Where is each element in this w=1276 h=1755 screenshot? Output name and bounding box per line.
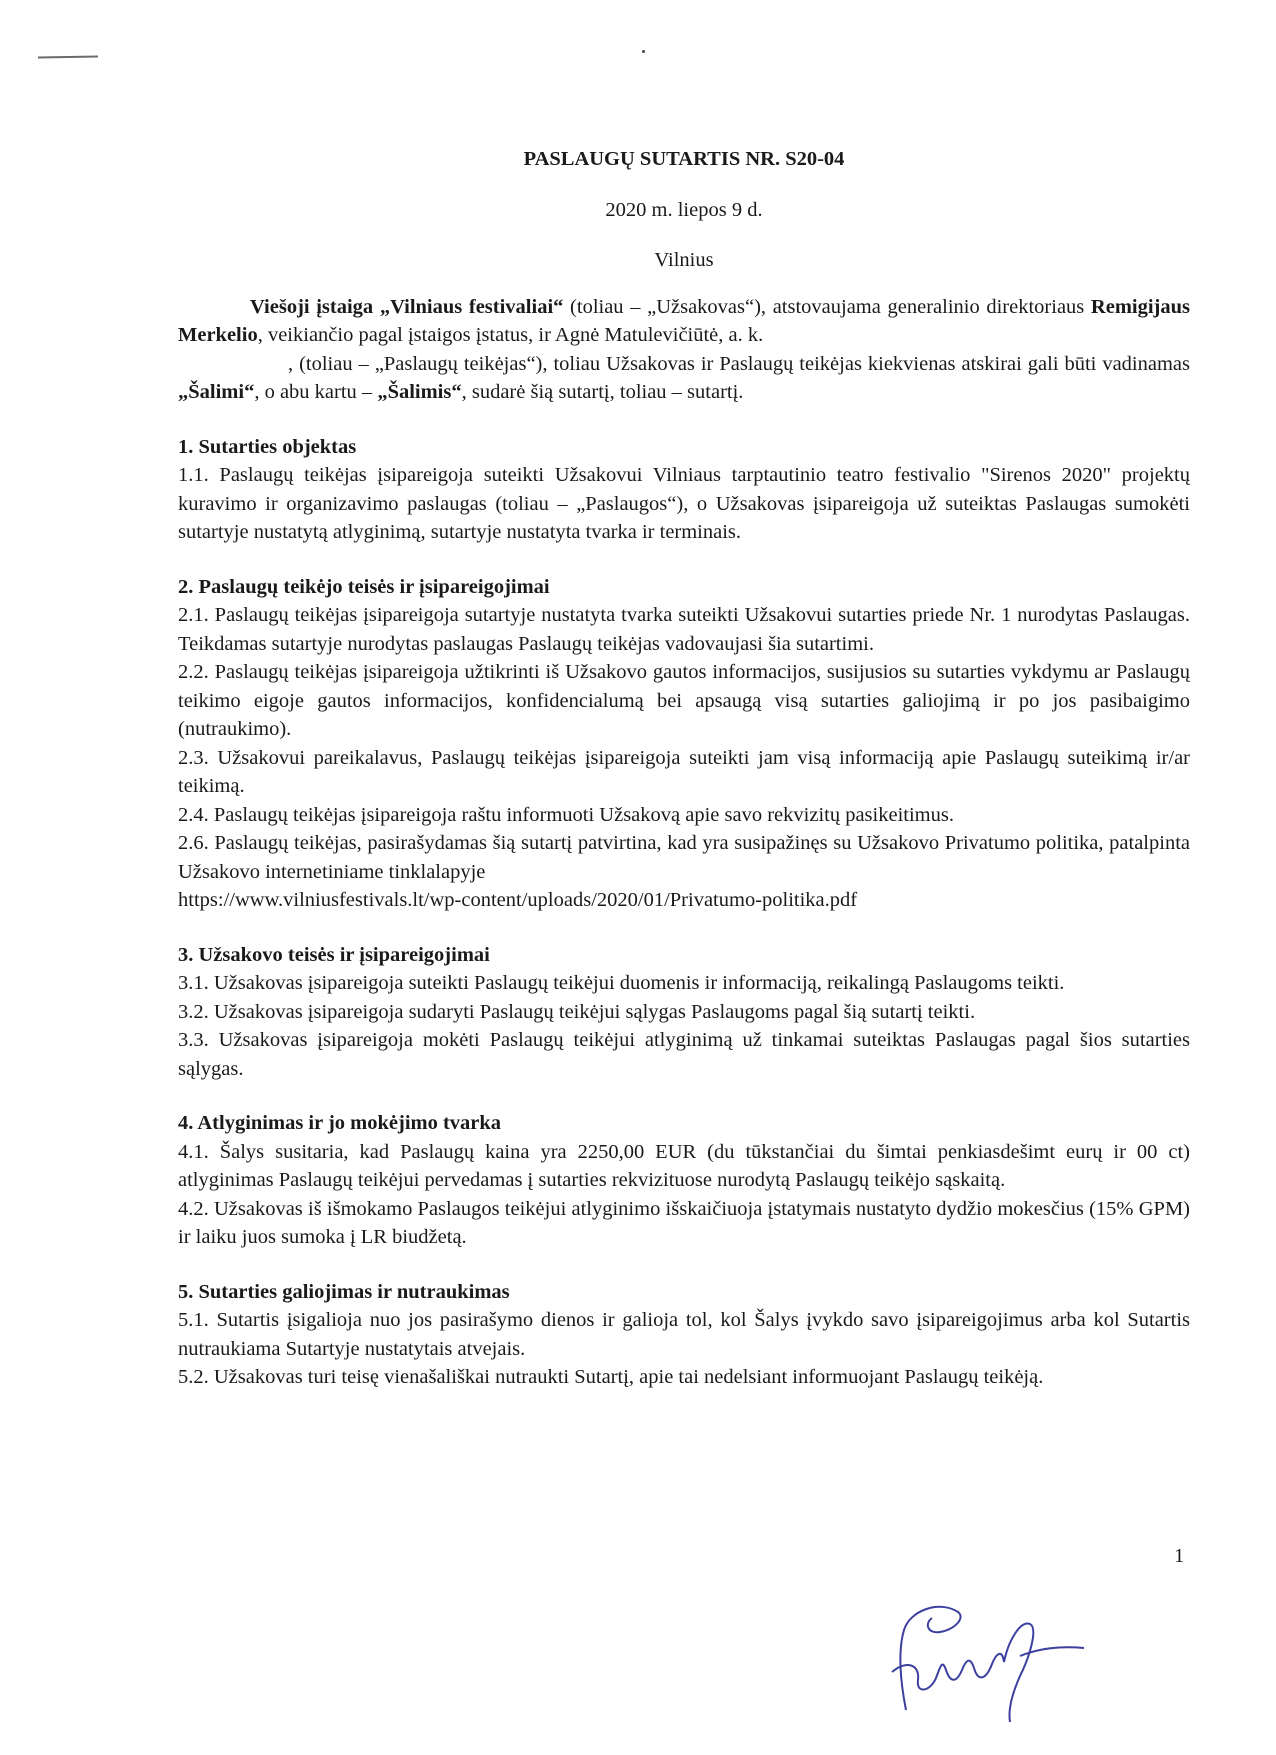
- document-date: 2020 m. liepos 9 d.: [605, 198, 763, 221]
- section-4: [178, 1109, 1190, 1252]
- contract-document: [178, 145, 1190, 1392]
- document-city: Vilnius: [654, 249, 714, 271]
- intro-text-3: , veikiančio pagal įstaigos įstatus, ir Agnė Matulevičiūtė, a. k.: [257, 324, 764, 346]
- term-salimis: „Šalimis“: [377, 381, 462, 403]
- term-salimi: „Šalimi“: [178, 381, 255, 403]
- clause-3-2: 3.2. Užsakovas įsipareigoja sudaryti Paslaugų teikėjui sąlygas Paslaugoms pagal šią sutartį teikti.: [178, 1000, 976, 1023]
- clause-2-1: 2.1. Paslaugų teikėjas įsipareigoja sutartyje nustatyta tvarka suteikti Užsakovui sutarties priede Nr. 1 nurodytas Paslaugas. Teikdamas sutartyje nurodytas paslaugas Paslaugų teikėjas vadovaujasi šia sutartimi.: [178, 604, 1190, 655]
- clause-5-1: 5.1. Sutartis įsigalioja nuo jos pasirašymo dienos ir galioja tol, kol Šalys įvykdo savo įsipareigojimus arba kol Sutartis nutraukiama Sutartyje nustatytais atvejais.: [178, 1309, 1190, 1360]
- section-title: 3. Užsakovo teisės ir įsipareigojimai: [178, 943, 490, 966]
- section-title: 4. Atlyginimas ir jo mokėjimo tvarka: [178, 1112, 502, 1134]
- section-title: 1. Sutarties objektas: [178, 435, 357, 458]
- section-5: [178, 1278, 1190, 1392]
- clause-3-3: 3.3. Užsakovas įsipareigoja mokėti Paslaugų teikėjui atlyginimą už tinkamai suteiktas Paslaugas pagal šios sutarties sąlygas.: [178, 1029, 1190, 1080]
- clause-2-4: 2.4. Paslaugų teikėjas įsipareigoja raštu informuoti Užsakovą apie savo rekvizitų pasikeitimus.: [178, 803, 954, 826]
- clause-2-2: 2.2. Paslaugų teikėjas įsipareigoja užtikrinti iš Užsakovo gautos informacijos, susijusios su sutarties vykdymu ar Paslaugų teikimo eigoje gautos informacijos, konfidencialumą bei apsaugą visą sutarties galiojimą ir po jos pasibaigimo (nutraukimo).: [178, 661, 1190, 740]
- intro-text-6: , sudarė šią sutartį, toliau – sutartį.: [461, 381, 744, 403]
- clause-4-2: 4.2. Užsakovas iš išmokamo Paslaugos teikėjui atlyginimo išskaičiuoja įstatymais nustatyto dydžio mokesčius (15% GPM) ir laiku juos sumoka į LR biudžetą.: [178, 1197, 1190, 1248]
- scan-artifact-dot: [642, 50, 645, 53]
- section-1: [178, 433, 1190, 547]
- clause-1-1: 1.1. Paslaugų teikėjas įsipareigoja suteikti Užsakovui Vilniaus tarptautinio teatro festivalio "Sirenos 2020" projektų kuravimo ir organizavimo paslaugas (toliau – „Paslaugos“), o Užsakovas įsipareigoja už suteiktas Paslaugas sumokėti sutartyje nustatytą atlyginimą, sutartyje nustatyta tvarka ir terminais.: [178, 464, 1190, 543]
- section-3: [178, 941, 1190, 1084]
- scan-artifact-line: [38, 55, 98, 58]
- intro-text-1: Viešoji įstaiga: [250, 295, 380, 318]
- privacy-policy-url: https://www.vilniusfestivals.lt/wp-content/uploads/2020/01/Privatumo-politika.pdf: [178, 889, 858, 911]
- section-title: 2. Paslaugų teikėjo teisės ir įsipareigojimai: [178, 575, 550, 598]
- org-name: „Vilniaus festivaliai“: [379, 295, 564, 318]
- intro-text-2: (toliau – „Užsakovas“), atstovaujama generalinio direktoriaus: [563, 295, 1091, 318]
- clause-3-1: 3.1. Užsakovas įsipareigoja suteikti Paslaugų teikėjui duomenis ir informaciją, reikalingą Paslaugoms teikti.: [178, 972, 1065, 994]
- signature-icon: [870, 1560, 1100, 1740]
- section-2: [178, 573, 1190, 915]
- clause-4-1: 4.1. Šalys susitaria, kad Paslaugų kaina yra 2250,00 EUR (du tūkstančiai du šimtai penkiasdešimt eurų ir 00 ct) atlyginimas Paslaugų teikėjui pervedamas į sutarties rekvizituose nurodytą Paslaugų teikėjo sąskaitą.: [178, 1140, 1190, 1191]
- clause-2-3: 2.3. Užsakovui pareikalavus, Paslaugų teikėjas įsipareigoja suteikti jam visą informaciją apie Paslaugų suteikimą ir/ar teikimą.: [178, 746, 1190, 797]
- intro-text-5: , o abu kartu –: [254, 381, 378, 403]
- clause-5-2: 5.2. Užsakovas turi teisę vienašališkai nutraukti Sutartį, apie tai nedelsiant informuojant Paslaugų teikėją.: [178, 1366, 1044, 1388]
- clause-2-6: 2.6. Paslaugų teikėjas, pasirašydamas šią sutartį patvirtina, kad yra susipažinęs su Užsakovo Privatumo politika, patalpinta Užsakovo internetiniame tinklalapyje: [178, 832, 1190, 883]
- intro-paragraph: [178, 293, 1190, 407]
- page-number: 1: [1174, 1545, 1185, 1567]
- section-title: 5. Sutarties galiojimas ir nutraukimas: [178, 1280, 510, 1303]
- intro-text-4: , (toliau – „Paslaugų teikėjas“), toliau Užsakovas ir Paslaugų teikėjas kiekvienas atskirai gali būti vadinamas: [288, 352, 1190, 375]
- document-title: PASLAUGŲ SUTARTIS NR. S20-04: [523, 148, 845, 170]
- director-name: Remigijaus Merkelio: [178, 295, 1190, 346]
